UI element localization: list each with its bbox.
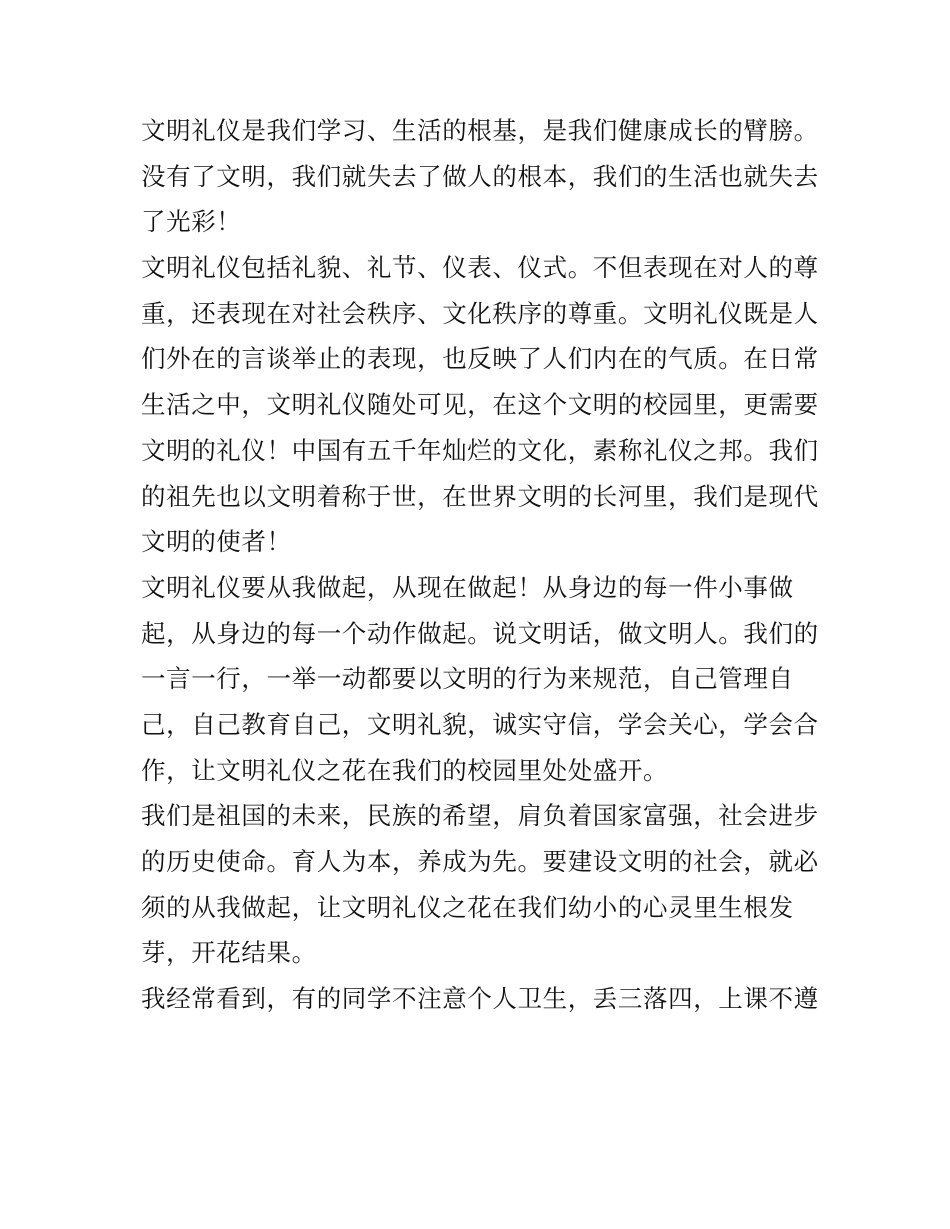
text-line: 作，让文明礼仪之花在我们的校园里处处盛开。 [141,755,669,785]
text-line: 没有了文明，我们就失去了做人的根本，我们的生活也就失去 [141,161,819,191]
document-body [141,108,821,1022]
text-line: 须的从我做起，让文明礼仪之花在我们幼小的心灵里生根发 [141,892,794,922]
text-line: 我经常看到，有的同学不注意个人卫生，丢三落四，上课不遵 [141,984,819,1014]
text-line: 文明的礼仪！中国有五千年灿烂的文化，素称礼仪之邦。我们 [141,435,819,465]
text-line: 一言一行，一举一动都要以文明的行为来规范，自己管理自 [141,664,794,694]
text-line: 文明礼仪包括礼貌、礼节、仪表、仪式。不但表现在对人的尊 [141,253,819,283]
text-line: 我们是祖国的未来，民族的希望，肩负着国家富强，社会进步 [141,801,819,831]
text-line: 文明礼仪要从我做起，从现在做起！从身边的每一件小事做 [141,572,794,602]
text-line: 己，自己教育自己，文明礼貌，诚实守信，学会关心，学会合 [141,709,819,739]
text-line: 文明礼仪是我们学习、生活的根基，是我们健康成长的臂膀。 [141,116,819,145]
text-line: 生活之中，文明礼仪随处可见，在这个文明的校园里，更需要 [141,390,819,420]
text-line: 重，还表现在对社会秩序、文化秩序的尊重。文明礼仪既是人 [141,298,819,328]
text-line: 文明的使者！ [141,527,292,557]
text-line: 们外在的言谈举止的表现，也反映了人们内在的气质。在日常 [141,344,819,374]
text-line: 的历史使命。育人为本，养成为先。要建设文明的社会，就必 [141,847,819,876]
text-line: 起，从身边的每一个动作做起。说文明话，做文明人。我们的 [141,618,819,648]
text-line: 芽，开花结果。 [141,938,317,968]
text-line: 了光彩！ [141,207,242,237]
text-line: 的祖先也以文明着称于世，在世界文明的长河里，我们是现代 [141,481,819,511]
